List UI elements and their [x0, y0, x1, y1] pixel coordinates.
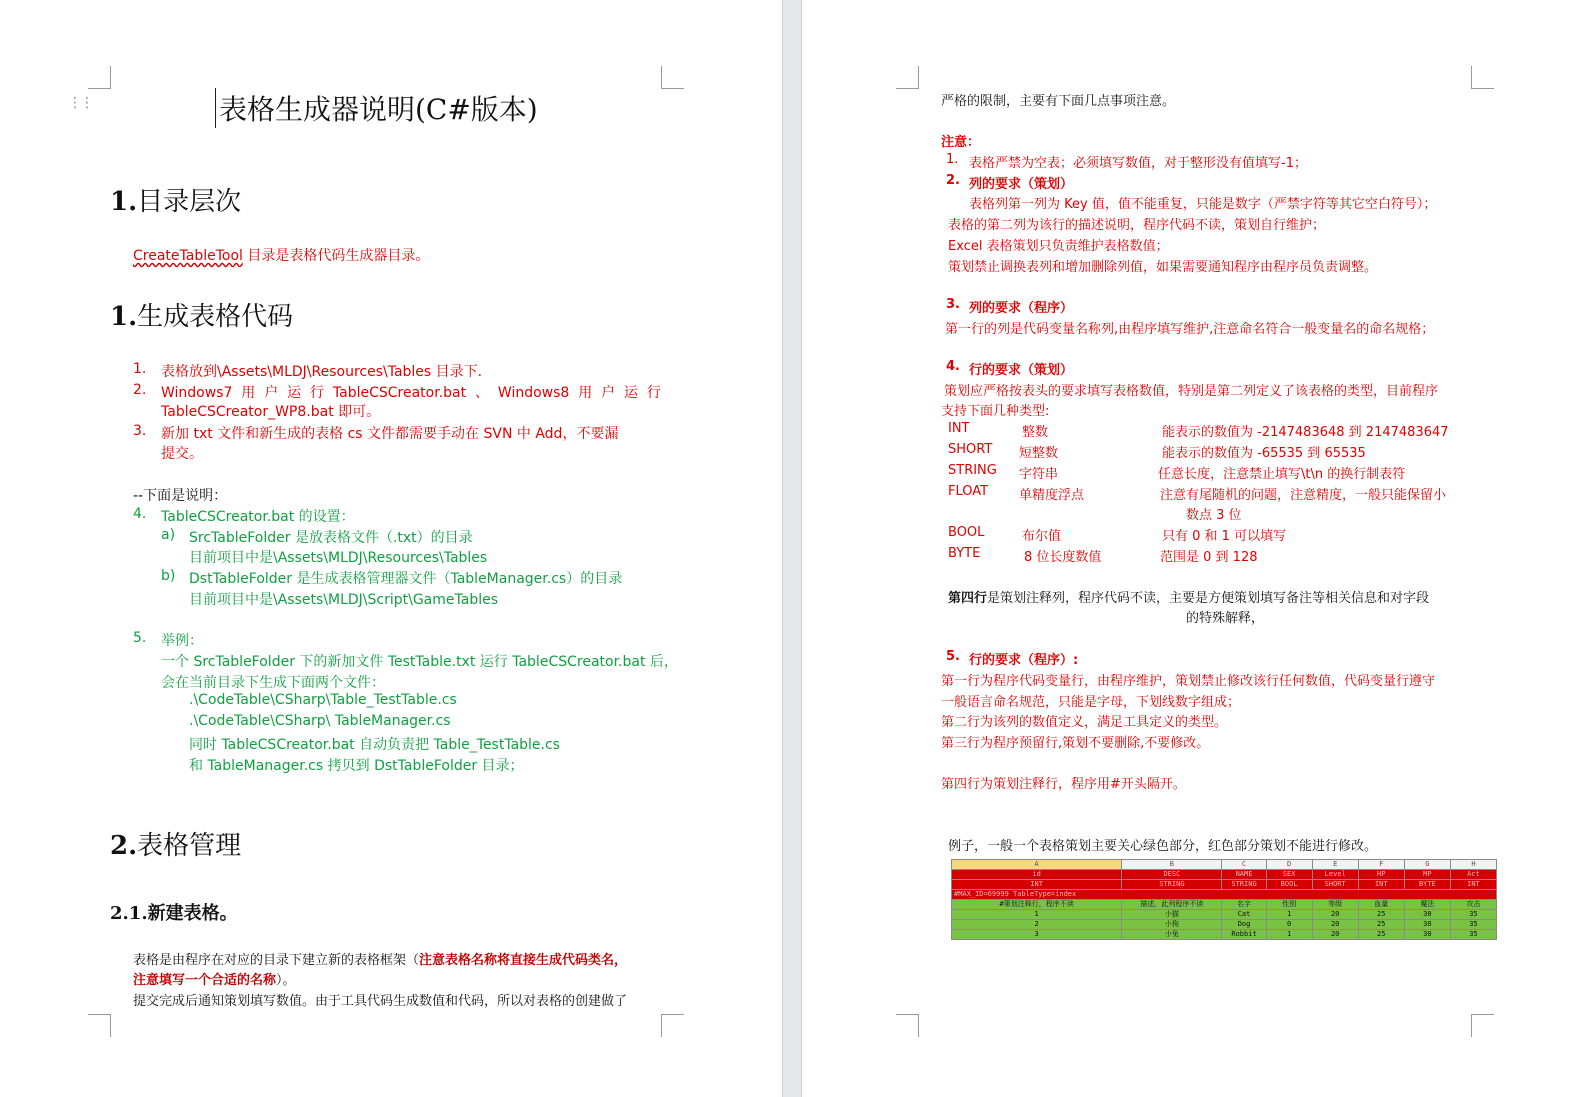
list-number: 4.	[946, 359, 960, 374]
example-line: 会在当前目录下生成下面两个文件：	[161, 675, 385, 691]
example-line: 同时 TableCSCreator.bat 自动负责把 Table_TestTable.cs	[189, 737, 560, 753]
note-line: Excel 表格策划只负责维护表格数值；	[948, 239, 1169, 254]
list-number: 1.	[133, 361, 147, 377]
cell[interactable]: 30	[1404, 910, 1450, 920]
cell[interactable]: STRING	[1122, 880, 1222, 890]
type-name: 单精度浮点	[1019, 488, 1085, 503]
column-header[interactable]: A	[952, 860, 1122, 870]
note-title: 列的要求（程序）	[969, 301, 1074, 316]
sub-item: SrcTableFolder 是放表格文件（.txt）的目录	[189, 530, 473, 546]
cell[interactable]: SEX	[1266, 870, 1312, 880]
note-label: 注意：	[941, 135, 981, 150]
type-name: 短整数	[1019, 446, 1059, 461]
list-number: 2.	[946, 173, 960, 188]
cell[interactable]: 1	[952, 910, 1122, 920]
cell[interactable]: 攻击	[1450, 900, 1496, 910]
list-item: Windows7 用 户 运 行 TableCSCreator.bat 、 Windows8 用 户 运 行	[161, 385, 661, 401]
list-item: 新加 txt 文件和新生成的表格 cs 文件都需要手动在 SVN 中 Add，不要漏	[161, 426, 619, 442]
paragraph-cont: 严格的限制，主要有下面几点事项注意。	[941, 94, 1176, 109]
cell[interactable]: 1	[1266, 910, 1312, 920]
cell[interactable]: id	[952, 870, 1122, 880]
cell[interactable]: 小兔	[1122, 930, 1222, 940]
type-desc: 只有 0 和 1 可以填写	[1162, 529, 1287, 544]
crop-mark	[1471, 66, 1494, 89]
crop-mark	[896, 66, 919, 89]
sub-item-cont: 目前项目中是\Assets\MLDJ\Script\GameTables	[189, 592, 498, 608]
cell[interactable]: STRING	[1222, 880, 1266, 890]
column-header-row	[952, 860, 1497, 870]
note-line: 第四行为策划注释行，程序用#开头隔开。	[941, 777, 1186, 792]
list-number: 5.	[133, 630, 147, 646]
cell[interactable]: 性别	[1266, 900, 1312, 910]
cell[interactable]: DESC	[1122, 870, 1222, 880]
cell[interactable]: MP	[1404, 870, 1450, 880]
cell[interactable]: 3	[952, 930, 1122, 940]
type-code: SHORT	[948, 442, 993, 457]
note-line: 支持下面几种类型:	[941, 404, 1050, 419]
crop-mark	[1471, 1014, 1494, 1037]
cell[interactable]: BOOL	[1266, 880, 1312, 890]
doc-title: 表格生成器说明(C#版本)	[219, 93, 538, 126]
example-spreadsheet	[951, 859, 1497, 940]
table-row	[952, 910, 1497, 920]
paragraph: 提交完成后通知策划填写数值。由于工具代码生成数值和代码，所以对表格的创建做了	[133, 994, 628, 1009]
list-item-cont: 提交。	[161, 446, 203, 462]
cell[interactable]: SHORT	[1312, 880, 1358, 890]
table-row	[952, 890, 1497, 900]
list-number: 5.	[946, 649, 960, 664]
cell[interactable]: 2	[952, 920, 1122, 930]
example-line: .\CodeTable\CSharp\Table_TestTable.cs	[189, 692, 457, 708]
type-code: BYTE	[948, 546, 981, 561]
cell[interactable]: Dog	[1222, 920, 1266, 930]
cell[interactable]: 等级	[1312, 900, 1358, 910]
directory-paragraph: CreateTableTool 目录是表格代码生成器目录。	[133, 248, 430, 264]
column-header[interactable]: F	[1358, 860, 1404, 870]
type-code: FLOAT	[948, 484, 989, 499]
crop-mark	[896, 1014, 919, 1037]
cell[interactable]: 35	[1450, 920, 1496, 930]
note-line: 第一行的列是代码变量名称列,由程序填写维护,注意命名符合一般变量名的命名规格；	[945, 322, 1435, 337]
table-row	[952, 900, 1497, 910]
cell[interactable]: 小狗	[1122, 920, 1222, 930]
desc-intro: --下面是说明：	[133, 488, 228, 504]
cell[interactable]: 35	[1450, 910, 1496, 920]
heading-generate-code: 1.生成表格代码	[110, 302, 294, 332]
crop-mark	[661, 66, 684, 89]
type-desc: 能表示的数值为 -2147483648 到 2147483647	[1162, 425, 1449, 440]
note-line: 策划应严格按表头的要求填写表格数值，特别是第二列定义了该表格的类型，目前程序	[944, 384, 1439, 399]
cell[interactable]: 35	[1450, 930, 1496, 940]
cell[interactable]: 0	[1266, 920, 1312, 930]
note-line: 策划禁止调换表列和增加删除列值，如果需要通知程序由程序员负责调整。	[948, 260, 1378, 275]
cell[interactable]: 小猫	[1122, 910, 1222, 920]
list-number: 4.	[133, 506, 147, 522]
type-name: 8 位长度数值	[1024, 550, 1102, 565]
cell[interactable]: Cat	[1222, 910, 1266, 920]
cell[interactable]: INT	[1358, 880, 1404, 890]
list-item-cont: TableCSCreator_WP8.bat 即可。	[161, 404, 381, 420]
row4-note-cont: 的特殊解释，	[1186, 611, 1265, 626]
table-row	[952, 880, 1497, 890]
heading-new-table: 2.1.新建表格。	[110, 903, 238, 924]
example-caption: 例子，一般一个表格策划主要关心绿色部分，红色部分策划不能进行修改。	[948, 839, 1378, 854]
type-code: BOOL	[948, 525, 985, 540]
cell[interactable]: NAME	[1222, 870, 1266, 880]
list-number: 3.	[946, 297, 960, 312]
cell[interactable]: Act	[1450, 870, 1496, 880]
note-line: 一般语言命名规范，只能是字母，下划线数字组成；	[941, 695, 1241, 710]
row4-note: 第四行是策划注释列，程序代码不读，主要是方便策划填写备注等相关信息和对字段	[948, 591, 1430, 606]
column-header[interactable]: D	[1266, 860, 1312, 870]
list-item: 表格放到\Assets\MLDJ\Resources\Tables 目录下.	[161, 364, 483, 380]
note-line: 表格的第二列为该行的描述说明，程序代码不读，策划自行维护；	[948, 218, 1326, 233]
sub-item-cont: 目前项目中是\Assets\MLDJ\Resources\Tables	[189, 550, 488, 566]
cell[interactable]: HP	[1358, 870, 1404, 880]
type-name: 整数	[1022, 425, 1049, 440]
heading-table-management: 2.表格管理	[110, 831, 242, 861]
drag-handle-icon[interactable]: ⋮⋮	[68, 95, 92, 111]
cell[interactable]: 描述，此列程序不读	[1122, 900, 1222, 910]
cell[interactable]: Level	[1312, 870, 1358, 880]
column-header[interactable]: G	[1404, 860, 1450, 870]
cell[interactable]: INT	[1450, 880, 1496, 890]
note-line: 第二行为该列的数值定义，满足工具定义的类型。	[941, 715, 1228, 730]
cell[interactable]: BYTE	[1404, 880, 1450, 890]
column-header[interactable]: E	[1312, 860, 1358, 870]
sub-item: DstTableFolder 是生成表格管理器文件（TableManager.cs）的目录	[189, 571, 623, 587]
type-name: 布尔值	[1022, 529, 1062, 544]
type-desc: 任意长度，注意禁止填写\t\n 的换行制表符	[1158, 467, 1406, 482]
example-line: 和 TableManager.cs 拷贝到 DstTableFolder 目录；	[189, 758, 524, 774]
example-line: .\CodeTable\CSharp\ TableManager.cs	[189, 713, 451, 729]
cell[interactable]: Robbit	[1222, 930, 1266, 940]
type-desc: 范围是 0 到 128	[1160, 550, 1258, 565]
table-row	[952, 930, 1497, 940]
column-header[interactable]: C	[1222, 860, 1266, 870]
note-line: 表格列第一列为 Key 值，值不能重复，只能是数字（严禁字符等其它空白符号）；	[969, 197, 1437, 212]
note-item: 表格严禁为空表；必须填写数值，对于整形没有值填写-1；	[969, 156, 1307, 171]
list-number: 2.	[133, 382, 147, 398]
cell[interactable]: 20	[1312, 930, 1358, 940]
example-line: 一个 SrcTableFolder 下的新加文件 TestTable.txt 运行 TableCSCreator.bat 后，	[161, 654, 678, 670]
sub-label: a)	[161, 527, 176, 543]
list-number: 3.	[133, 423, 147, 439]
cell[interactable]: 名字	[1222, 900, 1266, 910]
type-desc: 能表示的数值为 -65535 到 65535	[1162, 446, 1366, 461]
cell[interactable]: 30	[1404, 930, 1450, 940]
column-header[interactable]: B	[1122, 860, 1222, 870]
page-gap	[782, 0, 802, 1097]
cell[interactable]: 20	[1312, 910, 1358, 920]
crop-mark	[88, 66, 111, 89]
table-row	[952, 870, 1497, 880]
text-cursor	[215, 88, 216, 128]
cell[interactable]: 30	[1404, 920, 1450, 930]
note-line: 第一行为程序代码变量行，由程序维护，策划禁止修改该行任何数值，代码变量行遵守	[941, 674, 1436, 689]
cell[interactable]: 1	[1266, 930, 1312, 940]
type-desc: 注意有尾随机的问题，注意精度，一般只能保留小	[1160, 488, 1447, 503]
crop-mark	[661, 1014, 684, 1037]
column-header[interactable]: H	[1450, 860, 1496, 870]
note-title: 行的要求（策划）	[969, 363, 1074, 378]
heading-directory: 1.目录层次	[110, 187, 242, 217]
cell[interactable]: INT	[952, 880, 1122, 890]
cell[interactable]: 血量	[1358, 900, 1404, 910]
note-line: 第三行为程序预留行,策划不要删除,不要修改。	[941, 736, 1210, 751]
type-desc-cont: 数点 3 位	[1186, 508, 1242, 523]
type-name: 字符串	[1019, 467, 1059, 482]
cell[interactable]: #策划注释行，程序不读	[952, 900, 1122, 910]
cell[interactable]: 25	[1358, 920, 1404, 930]
cell[interactable]: #MAX_ID=69999 TableType=index	[952, 890, 1497, 900]
paragraph-cont: 注意填写一个合适的名称）。	[133, 973, 296, 988]
cell[interactable]: 20	[1312, 920, 1358, 930]
type-code: STRING	[948, 463, 997, 478]
type-code: INT	[948, 421, 970, 436]
paragraph: 表格是由程序在对应的目录下建立新的表格框架（注意表格名称将直接生成代码类名，	[133, 953, 628, 968]
list-number: 1.	[946, 152, 959, 167]
crop-mark	[88, 1014, 111, 1037]
cell[interactable]: 魔法	[1404, 900, 1450, 910]
table-row	[952, 920, 1497, 930]
sub-label: b)	[161, 568, 176, 584]
list-item: TableCSCreator.bat 的设置：	[161, 509, 355, 525]
cell[interactable]: 25	[1358, 930, 1404, 940]
note-title: 行的要求（程序）:	[969, 653, 1079, 668]
note-title: 列的要求（策划）	[969, 177, 1074, 192]
list-item: 举例：	[161, 633, 203, 649]
cell[interactable]: 25	[1358, 910, 1404, 920]
